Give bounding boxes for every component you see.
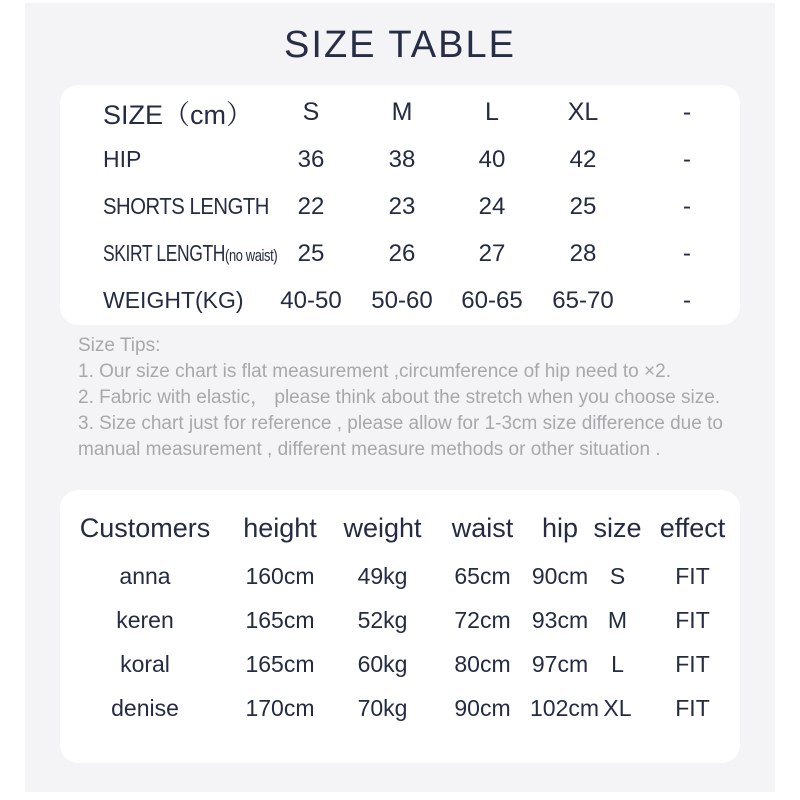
size-table-header-row bbox=[60, 89, 740, 136]
cell: XL bbox=[603, 694, 632, 721]
cell: - bbox=[683, 286, 691, 314]
cell: FIT bbox=[675, 562, 710, 589]
cell: 97cm bbox=[531, 650, 589, 677]
size-table-header-label: SIZE（cm） bbox=[103, 100, 254, 130]
col-waist: waist bbox=[451, 512, 514, 543]
cell: 60-65 bbox=[461, 286, 523, 314]
cell: 42 bbox=[569, 145, 597, 173]
cell: 165cm bbox=[245, 606, 315, 633]
cell: 40 bbox=[478, 145, 506, 173]
size-col-l: L bbox=[485, 98, 499, 126]
row-label-text: SHORTS LENGTH bbox=[103, 193, 269, 219]
size-table-row-shorts-length bbox=[60, 183, 740, 230]
cell: 24 bbox=[478, 192, 506, 220]
size-col-dash: - bbox=[682, 98, 692, 126]
customer-row-denise bbox=[60, 686, 740, 730]
cell: 170cm bbox=[245, 694, 315, 721]
cell: 25 bbox=[569, 192, 597, 220]
col-hip: hip bbox=[541, 512, 579, 543]
size-col-s: S bbox=[302, 98, 320, 126]
cell: 40-50 bbox=[280, 286, 342, 314]
cell: 65cm bbox=[454, 562, 511, 589]
col-weight: weight bbox=[343, 512, 422, 543]
row-label bbox=[60, 146, 265, 173]
col-effect: effect bbox=[659, 512, 726, 543]
cell: M bbox=[607, 606, 628, 633]
cell: keren bbox=[116, 606, 174, 633]
size-table-row-skirt-length bbox=[60, 230, 740, 277]
customer-row-anna bbox=[60, 554, 740, 598]
customer-row-koral bbox=[60, 642, 740, 686]
size-col-xl: XL bbox=[567, 98, 599, 126]
cell: 65-70 bbox=[552, 286, 614, 314]
cell: 49kg bbox=[357, 562, 408, 589]
row-label bbox=[60, 240, 278, 267]
page-title: SIZE TABLE bbox=[284, 24, 516, 66]
row-label-text: SKIRT LENGTH(no waist) bbox=[103, 240, 278, 266]
cell: 80cm bbox=[454, 650, 511, 677]
cell: 72cm bbox=[454, 606, 511, 633]
cell: 60kg bbox=[357, 650, 408, 677]
cell: 22 bbox=[297, 192, 325, 220]
customer-row-keren bbox=[60, 598, 740, 642]
cell: 28 bbox=[569, 239, 597, 267]
size-tips-line-1: 1. Our size chart is flat measurement ,circumference of hip need to ×2. bbox=[78, 361, 671, 382]
cell: 52kg bbox=[357, 606, 408, 633]
cell: 160cm bbox=[245, 562, 315, 589]
cell: anna bbox=[119, 562, 171, 589]
cell: 36 bbox=[297, 145, 325, 173]
cell: 25 bbox=[297, 239, 325, 267]
cell: FIT bbox=[675, 606, 710, 633]
row-label-text: WEIGHT(KG) bbox=[103, 287, 244, 313]
cell: 165cm bbox=[245, 650, 315, 677]
size-tips-line-2: 2. Fabric with elastic， please think about the stretch when you choose size. bbox=[78, 387, 721, 408]
size-table-row-hip bbox=[60, 136, 740, 183]
cell: 90cm bbox=[531, 562, 589, 589]
col-customers: Customers bbox=[79, 512, 211, 543]
col-height: height bbox=[243, 512, 317, 543]
cell: 27 bbox=[478, 239, 506, 267]
row-label-text: HIP bbox=[103, 146, 142, 172]
cell: 26 bbox=[388, 239, 416, 267]
cell: L bbox=[611, 650, 624, 677]
cell: denise bbox=[111, 694, 179, 721]
size-tips-line-3: 3. Size chart just for reference , please allow for 1-3cm size difference due to manual measurement , different measure methods or other situation . bbox=[78, 413, 723, 460]
customers-header-row bbox=[60, 502, 740, 554]
cell: 70kg bbox=[357, 694, 408, 721]
content-panel bbox=[25, 3, 775, 792]
cell: S bbox=[609, 562, 626, 589]
size-tips-heading: Size Tips: bbox=[78, 335, 161, 356]
cell: - bbox=[683, 145, 691, 173]
customers-table-card bbox=[60, 490, 740, 763]
cell: 102cm bbox=[530, 694, 600, 721]
cell: - bbox=[683, 239, 691, 267]
cell: 93cm bbox=[531, 606, 589, 633]
cell: 23 bbox=[388, 192, 416, 220]
row-label bbox=[60, 287, 265, 314]
cell: FIT bbox=[675, 694, 710, 721]
size-table-row-weight bbox=[60, 277, 740, 324]
cell: 90cm bbox=[454, 694, 511, 721]
col-size: size bbox=[593, 512, 642, 543]
cell: FIT bbox=[675, 650, 710, 677]
row-label bbox=[60, 193, 269, 220]
cell: - bbox=[683, 192, 691, 220]
size-col-m: M bbox=[391, 98, 413, 126]
cell: 50-60 bbox=[371, 286, 433, 314]
size-table-card bbox=[60, 85, 740, 325]
cell: 38 bbox=[388, 145, 416, 173]
cell: koral bbox=[120, 650, 170, 677]
size-tips bbox=[78, 333, 746, 463]
row-label-note: (no waist) bbox=[225, 246, 278, 265]
